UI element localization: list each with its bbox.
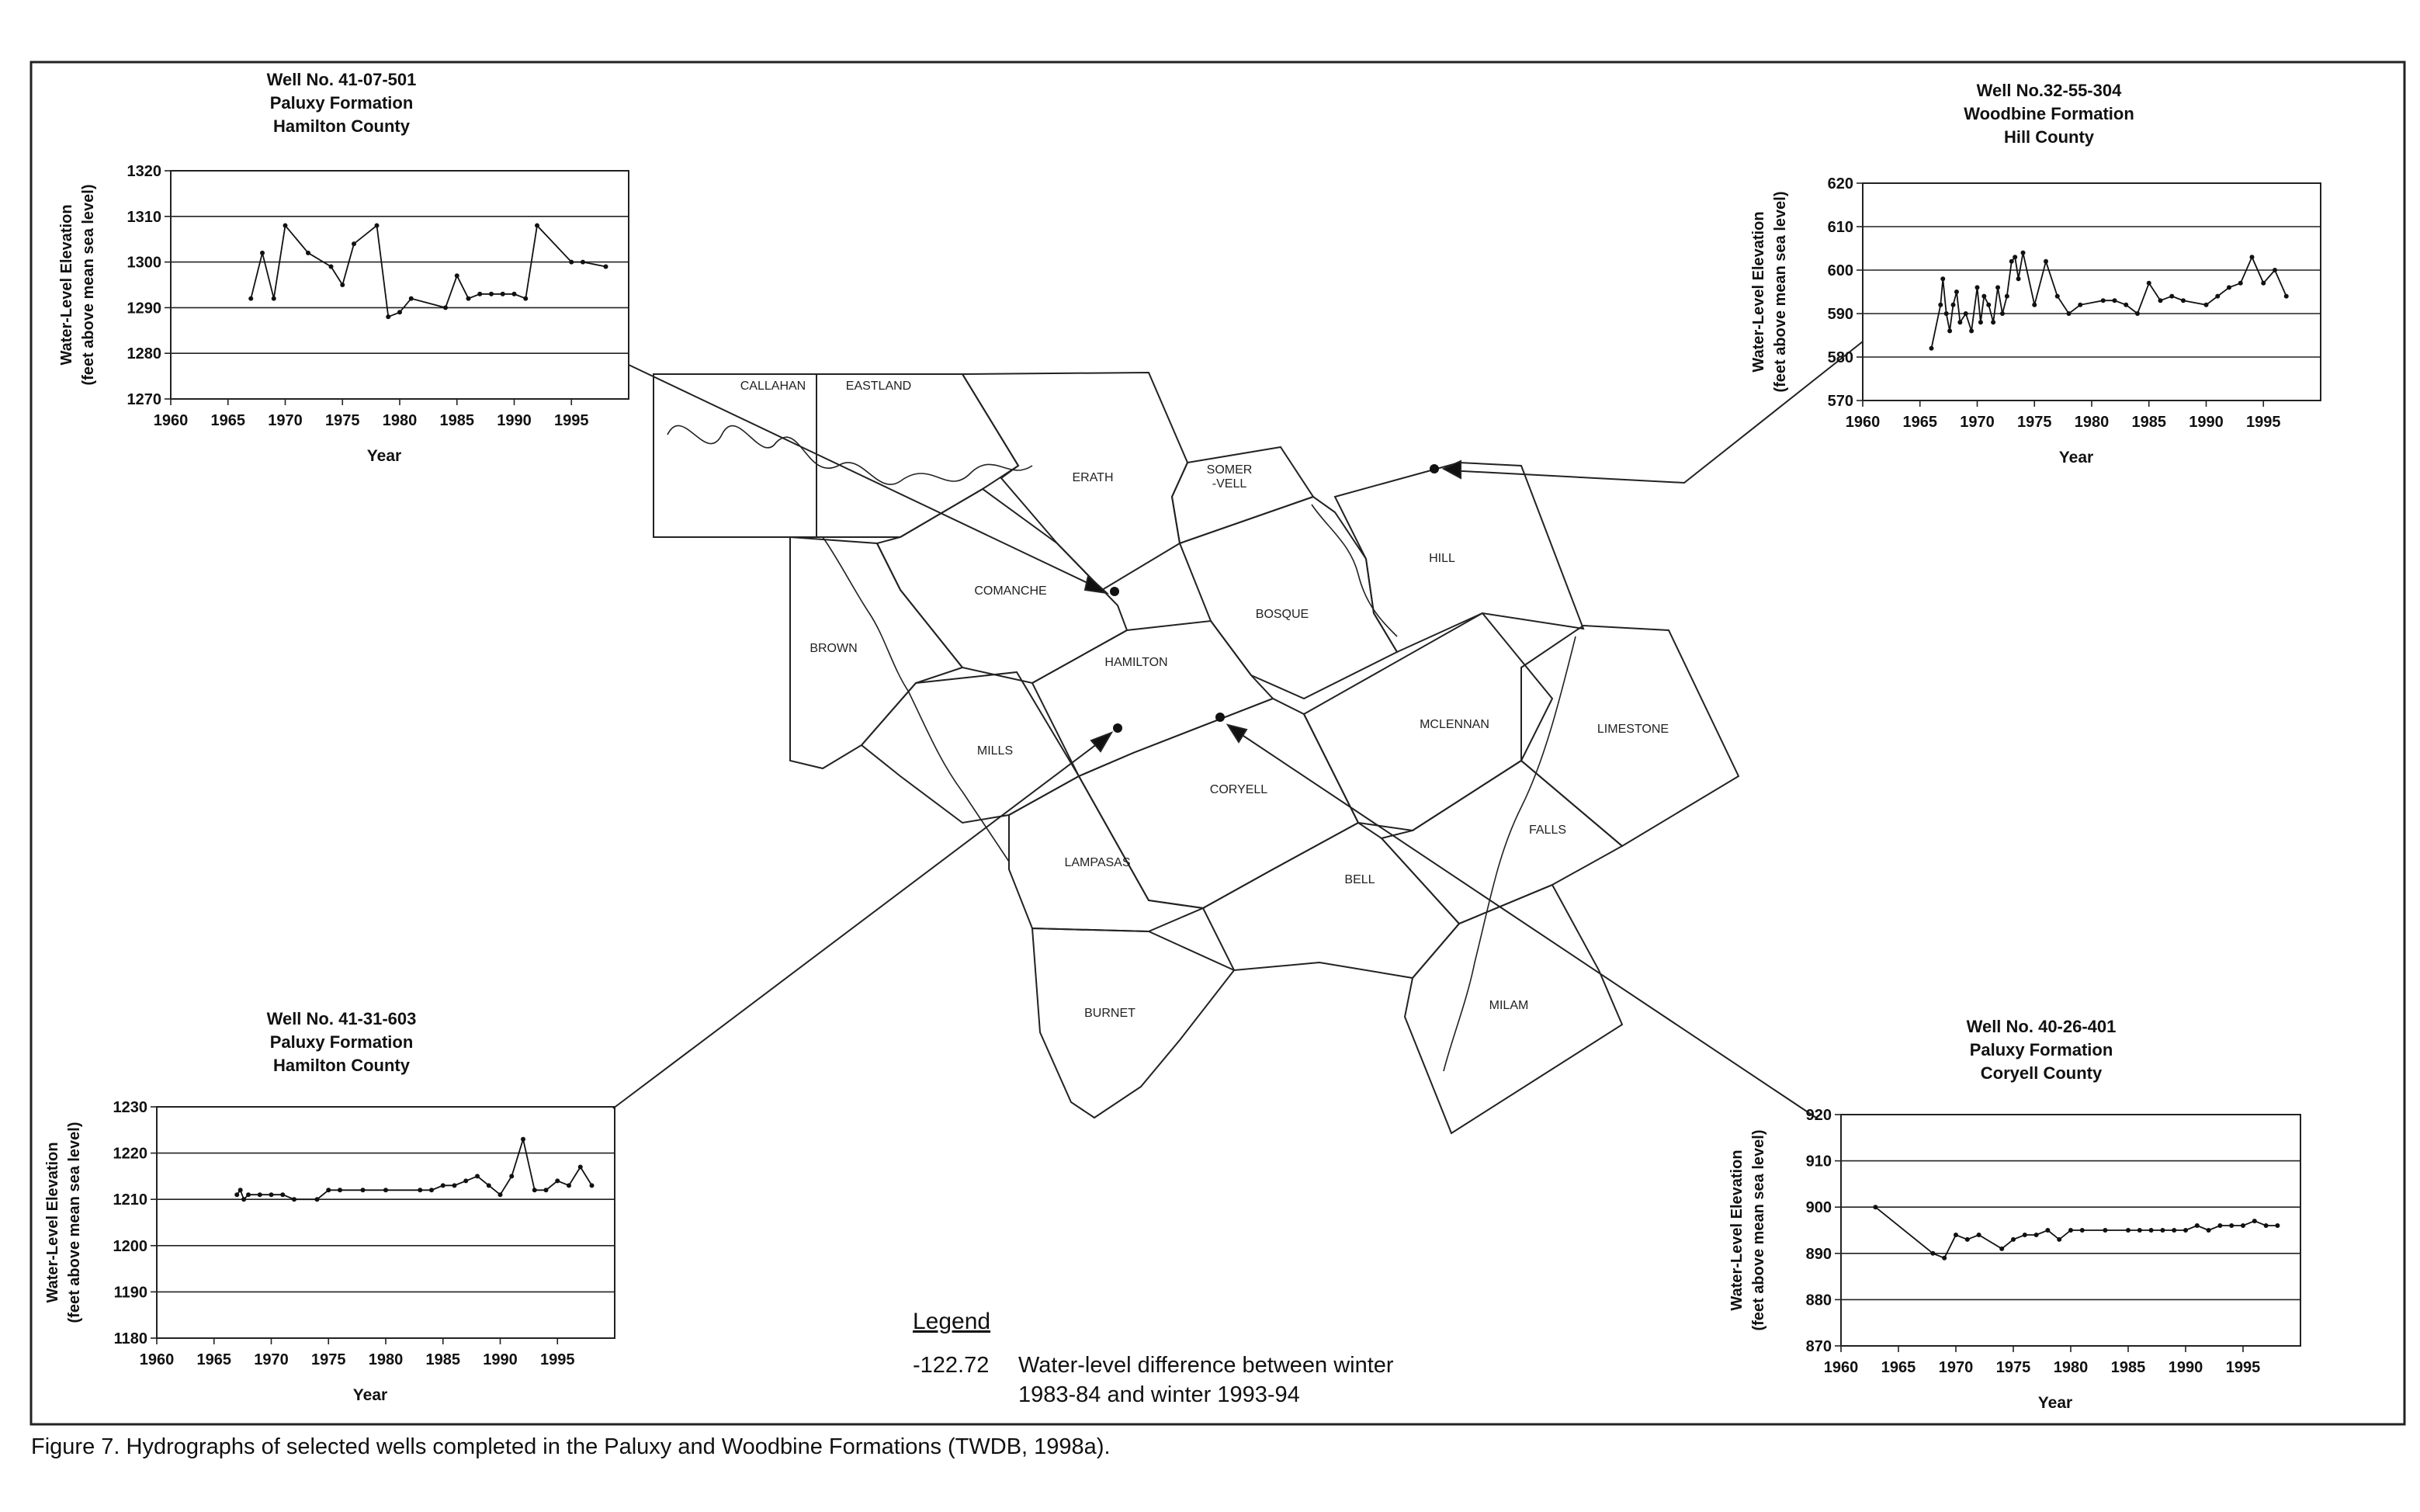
legend-value: -122.72 bbox=[913, 1353, 990, 1378]
y-tick-label: 1190 bbox=[113, 1284, 147, 1302]
legend bbox=[913, 1309, 1394, 1407]
data-point bbox=[2229, 1223, 2234, 1228]
y-tick-label: 1220 bbox=[113, 1145, 147, 1163]
data-point bbox=[2183, 1228, 2188, 1233]
county-boundary-lampasas bbox=[1009, 776, 1203, 931]
x-tick-label: 1995 bbox=[2225, 1359, 2261, 1376]
data-point bbox=[498, 1192, 503, 1197]
data-point bbox=[2057, 1237, 2061, 1242]
x-tick-label: 1970 bbox=[1960, 414, 1995, 431]
data-point bbox=[258, 1192, 262, 1197]
data-point bbox=[2217, 1223, 2222, 1228]
data-point bbox=[466, 297, 471, 301]
data-point bbox=[2023, 1233, 2027, 1237]
data-point bbox=[2103, 1228, 2107, 1233]
county-labels bbox=[740, 380, 1669, 1020]
county-boundary-callahan bbox=[654, 374, 816, 537]
data-point bbox=[477, 292, 482, 297]
data-point bbox=[1942, 1256, 1947, 1261]
data-point bbox=[1999, 1247, 2004, 1251]
leader-line-40-26-401 bbox=[1229, 727, 1816, 1118]
data-point bbox=[523, 297, 528, 301]
data-point bbox=[306, 251, 310, 255]
y-axis-label: (feet above mean sea level) bbox=[80, 184, 97, 386]
y-tick-label: 580 bbox=[1827, 349, 1853, 366]
legend-title: Legend bbox=[913, 1309, 991, 1334]
x-tick-label: 1985 bbox=[2110, 1359, 2146, 1376]
x-tick-label: 1995 bbox=[540, 1351, 575, 1368]
chart-title: Paluxy Formation bbox=[269, 93, 414, 113]
data-point bbox=[283, 224, 288, 228]
data-point bbox=[326, 1188, 331, 1192]
data-point bbox=[1951, 303, 1956, 307]
x-tick-label: 1990 bbox=[497, 412, 532, 429]
x-tick-label: 1975 bbox=[325, 412, 360, 429]
plot-frame bbox=[171, 171, 629, 399]
leader-line-41-07-501 bbox=[629, 365, 1102, 590]
y-axis-label: Water-Level Elevation bbox=[44, 1142, 61, 1303]
data-point bbox=[590, 1183, 595, 1188]
series-line bbox=[1875, 1207, 2277, 1258]
data-point bbox=[2034, 1233, 2039, 1237]
river-boundary bbox=[667, 425, 1032, 484]
county-label: -VELL bbox=[1212, 477, 1247, 491]
x-tick-label: 1980 bbox=[2053, 1359, 2089, 1376]
data-point bbox=[535, 224, 539, 228]
data-point bbox=[2113, 298, 2117, 303]
y-tick-label: 1290 bbox=[127, 300, 161, 317]
y-tick-label: 620 bbox=[1827, 175, 1853, 192]
hydrograph-charts bbox=[44, 70, 2321, 1412]
data-point bbox=[2169, 294, 2174, 299]
chart-title: Woodbine Formation bbox=[1964, 104, 2134, 123]
y-tick-label: 570 bbox=[1827, 393, 1853, 410]
data-point bbox=[1957, 320, 1962, 324]
data-point bbox=[409, 297, 414, 301]
y-axis-label: Water-Level Elevation bbox=[58, 204, 75, 366]
data-point bbox=[2032, 303, 2037, 307]
data-point bbox=[441, 1183, 446, 1188]
data-point bbox=[2227, 285, 2231, 290]
well-marker-40-26-401 bbox=[1215, 713, 1225, 722]
county-label: CALLAHAN bbox=[740, 380, 806, 393]
data-point bbox=[2195, 1223, 2200, 1228]
figure-frame bbox=[31, 62, 2404, 1424]
data-point bbox=[2080, 1228, 2085, 1233]
data-point bbox=[1978, 320, 1983, 324]
data-point bbox=[1940, 276, 1945, 281]
data-point bbox=[241, 1197, 246, 1202]
county-label: CORYELL bbox=[1209, 783, 1268, 796]
data-point bbox=[1991, 320, 1995, 324]
y-axis-label: (feet above mean sea level) bbox=[1750, 1129, 1767, 1331]
data-point bbox=[2147, 281, 2151, 286]
data-point bbox=[555, 1178, 560, 1183]
x-tick-label: 1995 bbox=[554, 412, 589, 429]
data-point bbox=[1964, 311, 1968, 316]
data-point bbox=[1873, 1205, 1877, 1209]
arrowhead-icon bbox=[1085, 576, 1107, 593]
well-marker-41-07-501 bbox=[1110, 587, 1119, 596]
county-boundary-bell bbox=[1203, 823, 1459, 978]
chart-title: Paluxy Formation bbox=[1969, 1040, 2113, 1059]
well-markers bbox=[1110, 464, 1439, 733]
data-point bbox=[521, 1137, 525, 1142]
x-tick-label: 1960 bbox=[1845, 414, 1881, 431]
county-label: BROWN bbox=[810, 642, 858, 655]
data-point bbox=[2264, 1223, 2269, 1228]
x-tick-label: 1980 bbox=[2074, 414, 2110, 431]
data-point bbox=[2005, 294, 2009, 299]
chart-title: Well No. 41-31-603 bbox=[266, 1009, 417, 1028]
data-point bbox=[361, 1188, 366, 1192]
data-point bbox=[2009, 259, 2014, 264]
y-tick-label: 1310 bbox=[127, 208, 161, 226]
data-point bbox=[509, 1174, 514, 1178]
data-point bbox=[2204, 303, 2209, 307]
data-point bbox=[501, 292, 505, 297]
data-point bbox=[1930, 1251, 1935, 1256]
data-point bbox=[487, 1183, 491, 1188]
data-point bbox=[375, 224, 380, 228]
y-tick-label: 590 bbox=[1827, 306, 1853, 323]
data-point bbox=[1975, 285, 1980, 290]
data-point bbox=[418, 1188, 422, 1192]
data-point bbox=[2252, 1219, 2257, 1223]
plot-frame bbox=[157, 1107, 615, 1338]
y-axis-label: (feet above mean sea level) bbox=[66, 1122, 83, 1323]
y-tick-label: 1180 bbox=[113, 1330, 147, 1347]
legend-text-line2: 1983-84 and winter 1993-94 bbox=[1018, 1382, 1300, 1407]
x-tick-label: 1960 bbox=[1823, 1359, 1859, 1376]
x-tick-label: 1985 bbox=[2131, 414, 2166, 431]
data-point bbox=[604, 264, 608, 269]
y-tick-label: 880 bbox=[1805, 1292, 1832, 1309]
x-axis-label: Year bbox=[2037, 1394, 2073, 1412]
data-point bbox=[2160, 1228, 2165, 1233]
data-point bbox=[2126, 1228, 2131, 1233]
data-point bbox=[1944, 311, 1949, 316]
x-tick-label: 1985 bbox=[425, 1351, 460, 1368]
data-point bbox=[578, 1164, 583, 1169]
data-point bbox=[2045, 1228, 2050, 1233]
data-point bbox=[386, 314, 390, 319]
river-boundary bbox=[1312, 505, 1397, 636]
county-label: EASTLAND bbox=[845, 380, 912, 393]
data-point bbox=[2000, 311, 2005, 316]
x-tick-label: 1975 bbox=[1995, 1359, 2031, 1376]
plot-frame bbox=[1863, 183, 2321, 401]
data-point bbox=[2044, 259, 2048, 264]
data-point bbox=[238, 1188, 243, 1192]
data-point bbox=[248, 297, 253, 301]
y-tick-label: 600 bbox=[1827, 262, 1853, 279]
county-label: ERATH bbox=[1072, 471, 1114, 484]
leader-lines bbox=[613, 342, 1863, 1118]
data-point bbox=[2016, 276, 2021, 281]
data-point bbox=[489, 292, 494, 297]
data-point bbox=[2241, 1223, 2245, 1228]
y-tick-label: 1210 bbox=[113, 1191, 147, 1209]
data-point bbox=[2011, 1237, 2016, 1242]
county-label: LAMPASAS bbox=[1064, 856, 1131, 869]
y-tick-label: 870 bbox=[1805, 1338, 1832, 1355]
county-label: BURNET bbox=[1084, 1007, 1135, 1020]
data-point bbox=[2238, 281, 2243, 286]
data-point bbox=[2124, 303, 2128, 307]
data-point bbox=[452, 1183, 457, 1188]
data-point bbox=[2067, 311, 2072, 316]
series-line bbox=[237, 1139, 591, 1200]
data-point bbox=[352, 241, 356, 246]
county-label: SOMER bbox=[1206, 463, 1253, 477]
x-tick-label: 1985 bbox=[439, 412, 474, 429]
data-point bbox=[2137, 1228, 2142, 1233]
data-point bbox=[2068, 1228, 2073, 1233]
county-label: MILAM bbox=[1489, 999, 1529, 1012]
x-axis-label: Year bbox=[352, 1386, 388, 1404]
data-point bbox=[443, 305, 448, 310]
x-tick-label: 1970 bbox=[254, 1351, 289, 1368]
data-point bbox=[1981, 294, 1986, 299]
x-axis-label: Year bbox=[366, 447, 402, 465]
data-point bbox=[2273, 268, 2277, 272]
data-point bbox=[1969, 328, 1974, 333]
series-line bbox=[1932, 253, 2287, 349]
chart-title: Well No. 41-07-501 bbox=[266, 70, 417, 89]
county-label: MCLENNAN bbox=[1420, 718, 1489, 731]
data-point bbox=[1965, 1237, 1970, 1242]
county-label: HAMILTON bbox=[1104, 656, 1168, 669]
x-tick-label: 1990 bbox=[2168, 1359, 2203, 1376]
hydrograph-chart bbox=[58, 70, 629, 465]
data-point bbox=[329, 264, 334, 269]
data-point bbox=[2135, 311, 2140, 316]
chart-title: Hill County bbox=[2003, 127, 2095, 147]
y-axis-label: Water-Level Elevation bbox=[1750, 211, 1767, 373]
x-tick-label: 1970 bbox=[1938, 1359, 1974, 1376]
county-boundary-bosque bbox=[1180, 497, 1397, 699]
hydrograph-chart bbox=[44, 1009, 615, 1404]
leader-line-41-31-603 bbox=[613, 734, 1110, 1108]
data-point bbox=[2250, 255, 2255, 259]
leader-line-32-55-304 bbox=[1448, 342, 1863, 483]
x-tick-label: 1980 bbox=[382, 412, 418, 429]
x-tick-label: 1960 bbox=[139, 1351, 175, 1368]
data-point bbox=[2215, 294, 2220, 299]
data-point bbox=[2021, 251, 2026, 255]
data-point bbox=[1954, 290, 1959, 294]
legend-text-line1: Water-level difference between winter bbox=[1018, 1353, 1394, 1378]
x-axis-label: Year bbox=[2058, 449, 2094, 466]
data-point bbox=[512, 292, 517, 297]
county-boundary-mills bbox=[862, 672, 1079, 823]
data-point bbox=[260, 251, 265, 255]
data-point bbox=[246, 1192, 251, 1197]
series-line bbox=[251, 226, 605, 317]
x-tick-label: 1970 bbox=[268, 412, 303, 429]
data-point bbox=[532, 1188, 537, 1192]
arrowhead-icon bbox=[1091, 733, 1111, 751]
well-marker-41-31-603 bbox=[1113, 723, 1122, 733]
county-label: BOSQUE bbox=[1255, 608, 1309, 621]
county-label: FALLS bbox=[1528, 824, 1567, 837]
data-point bbox=[2013, 255, 2017, 259]
chart-title: Well No. 40-26-401 bbox=[1966, 1017, 2117, 1036]
hydrograph-chart bbox=[1728, 1017, 2300, 1412]
data-point bbox=[581, 260, 585, 265]
hydrograph-chart bbox=[1750, 81, 2321, 466]
county-label: LIMESTONE bbox=[1597, 723, 1669, 736]
data-point bbox=[1986, 303, 1991, 307]
x-tick-label: 1990 bbox=[2189, 414, 2224, 431]
x-tick-label: 1965 bbox=[210, 412, 245, 429]
data-point bbox=[2181, 298, 2186, 303]
county-boundary-hill bbox=[1335, 463, 1583, 652]
x-tick-label: 1980 bbox=[368, 1351, 404, 1368]
y-tick-label: 890 bbox=[1805, 1245, 1832, 1263]
y-tick-label: 1280 bbox=[127, 345, 161, 363]
county-boundary-limestone bbox=[1521, 626, 1739, 846]
y-tick-label: 610 bbox=[1827, 219, 1853, 236]
data-point bbox=[383, 1188, 388, 1192]
x-tick-label: 1990 bbox=[483, 1351, 518, 1368]
well-marker-32-55-304 bbox=[1430, 464, 1439, 473]
x-tick-label: 1975 bbox=[311, 1351, 346, 1368]
chart-title: Hamilton County bbox=[273, 116, 410, 136]
data-point bbox=[463, 1178, 468, 1183]
county-boundary-burnet bbox=[1032, 928, 1234, 1118]
x-tick-label: 1995 bbox=[2246, 414, 2281, 431]
data-point bbox=[455, 273, 459, 278]
chart-title: Hamilton County bbox=[273, 1056, 410, 1075]
data-point bbox=[567, 1183, 571, 1188]
data-point bbox=[475, 1174, 480, 1178]
data-point bbox=[1995, 285, 2000, 290]
y-tick-label: 900 bbox=[1805, 1199, 1832, 1217]
county-label: COMANCHE bbox=[974, 584, 1047, 598]
data-point bbox=[2207, 1228, 2211, 1233]
data-point bbox=[2149, 1228, 2154, 1233]
figure-caption: Figure 7. Hydrographs of selected wells completed in the Paluxy and Woodbine Formations (TWDB, 1998a). bbox=[31, 1434, 1111, 1459]
y-tick-label: 1200 bbox=[113, 1237, 147, 1255]
data-point bbox=[2284, 294, 2289, 299]
county-label: HILL bbox=[1429, 552, 1455, 565]
data-point bbox=[292, 1197, 296, 1202]
y-tick-label: 920 bbox=[1805, 1107, 1832, 1124]
chart-title: Well No.32-55-304 bbox=[1976, 81, 2122, 100]
county-boundary-eastland bbox=[816, 374, 1018, 537]
y-tick-label: 1270 bbox=[127, 391, 161, 408]
county-map bbox=[654, 373, 1739, 1133]
data-point bbox=[280, 1192, 285, 1197]
x-tick-label: 1965 bbox=[1902, 414, 1937, 431]
data-point bbox=[340, 283, 345, 287]
county-boundary-somervell bbox=[1172, 447, 1313, 543]
y-tick-label: 1320 bbox=[127, 163, 161, 180]
y-axis-label: (feet above mean sea level) bbox=[1772, 191, 1789, 393]
data-point bbox=[338, 1188, 342, 1192]
data-point bbox=[2172, 1228, 2176, 1233]
county-label: MILLS bbox=[976, 744, 1014, 758]
y-tick-label: 910 bbox=[1805, 1153, 1832, 1170]
data-point bbox=[315, 1197, 320, 1202]
x-tick-label: 1960 bbox=[153, 412, 189, 429]
data-point bbox=[269, 1192, 274, 1197]
data-point bbox=[2078, 303, 2082, 307]
data-point bbox=[272, 297, 276, 301]
data-point bbox=[544, 1188, 549, 1192]
data-point bbox=[429, 1188, 434, 1192]
x-tick-label: 1965 bbox=[1881, 1359, 1916, 1376]
y-tick-label: 1230 bbox=[113, 1099, 147, 1116]
arrowhead-icon bbox=[1444, 461, 1461, 478]
data-point bbox=[1929, 346, 1934, 351]
data-point bbox=[2101, 298, 2106, 303]
data-point bbox=[1938, 303, 1943, 307]
county-boundary-falls bbox=[1382, 761, 1622, 924]
chart-title: Paluxy Formation bbox=[269, 1032, 414, 1052]
data-point bbox=[397, 310, 402, 314]
y-tick-label: 1300 bbox=[127, 254, 161, 272]
data-point bbox=[2055, 294, 2060, 299]
chart-title: Coryell County bbox=[1980, 1063, 2103, 1083]
data-point bbox=[1977, 1233, 1981, 1237]
data-point bbox=[1947, 328, 1952, 333]
x-tick-label: 1965 bbox=[196, 1351, 231, 1368]
arrowhead-icon bbox=[1228, 725, 1246, 742]
x-tick-label: 1975 bbox=[2017, 414, 2052, 431]
data-point bbox=[2261, 281, 2266, 286]
data-point bbox=[2158, 298, 2163, 303]
county-label: BELL bbox=[1344, 873, 1375, 886]
data-point bbox=[569, 260, 574, 265]
county-boundary-hamilton bbox=[1032, 621, 1273, 776]
y-axis-label: Water-Level Elevation bbox=[1728, 1150, 1746, 1311]
data-point bbox=[1954, 1233, 1958, 1237]
data-point bbox=[234, 1192, 239, 1197]
data-point bbox=[2275, 1223, 2280, 1228]
